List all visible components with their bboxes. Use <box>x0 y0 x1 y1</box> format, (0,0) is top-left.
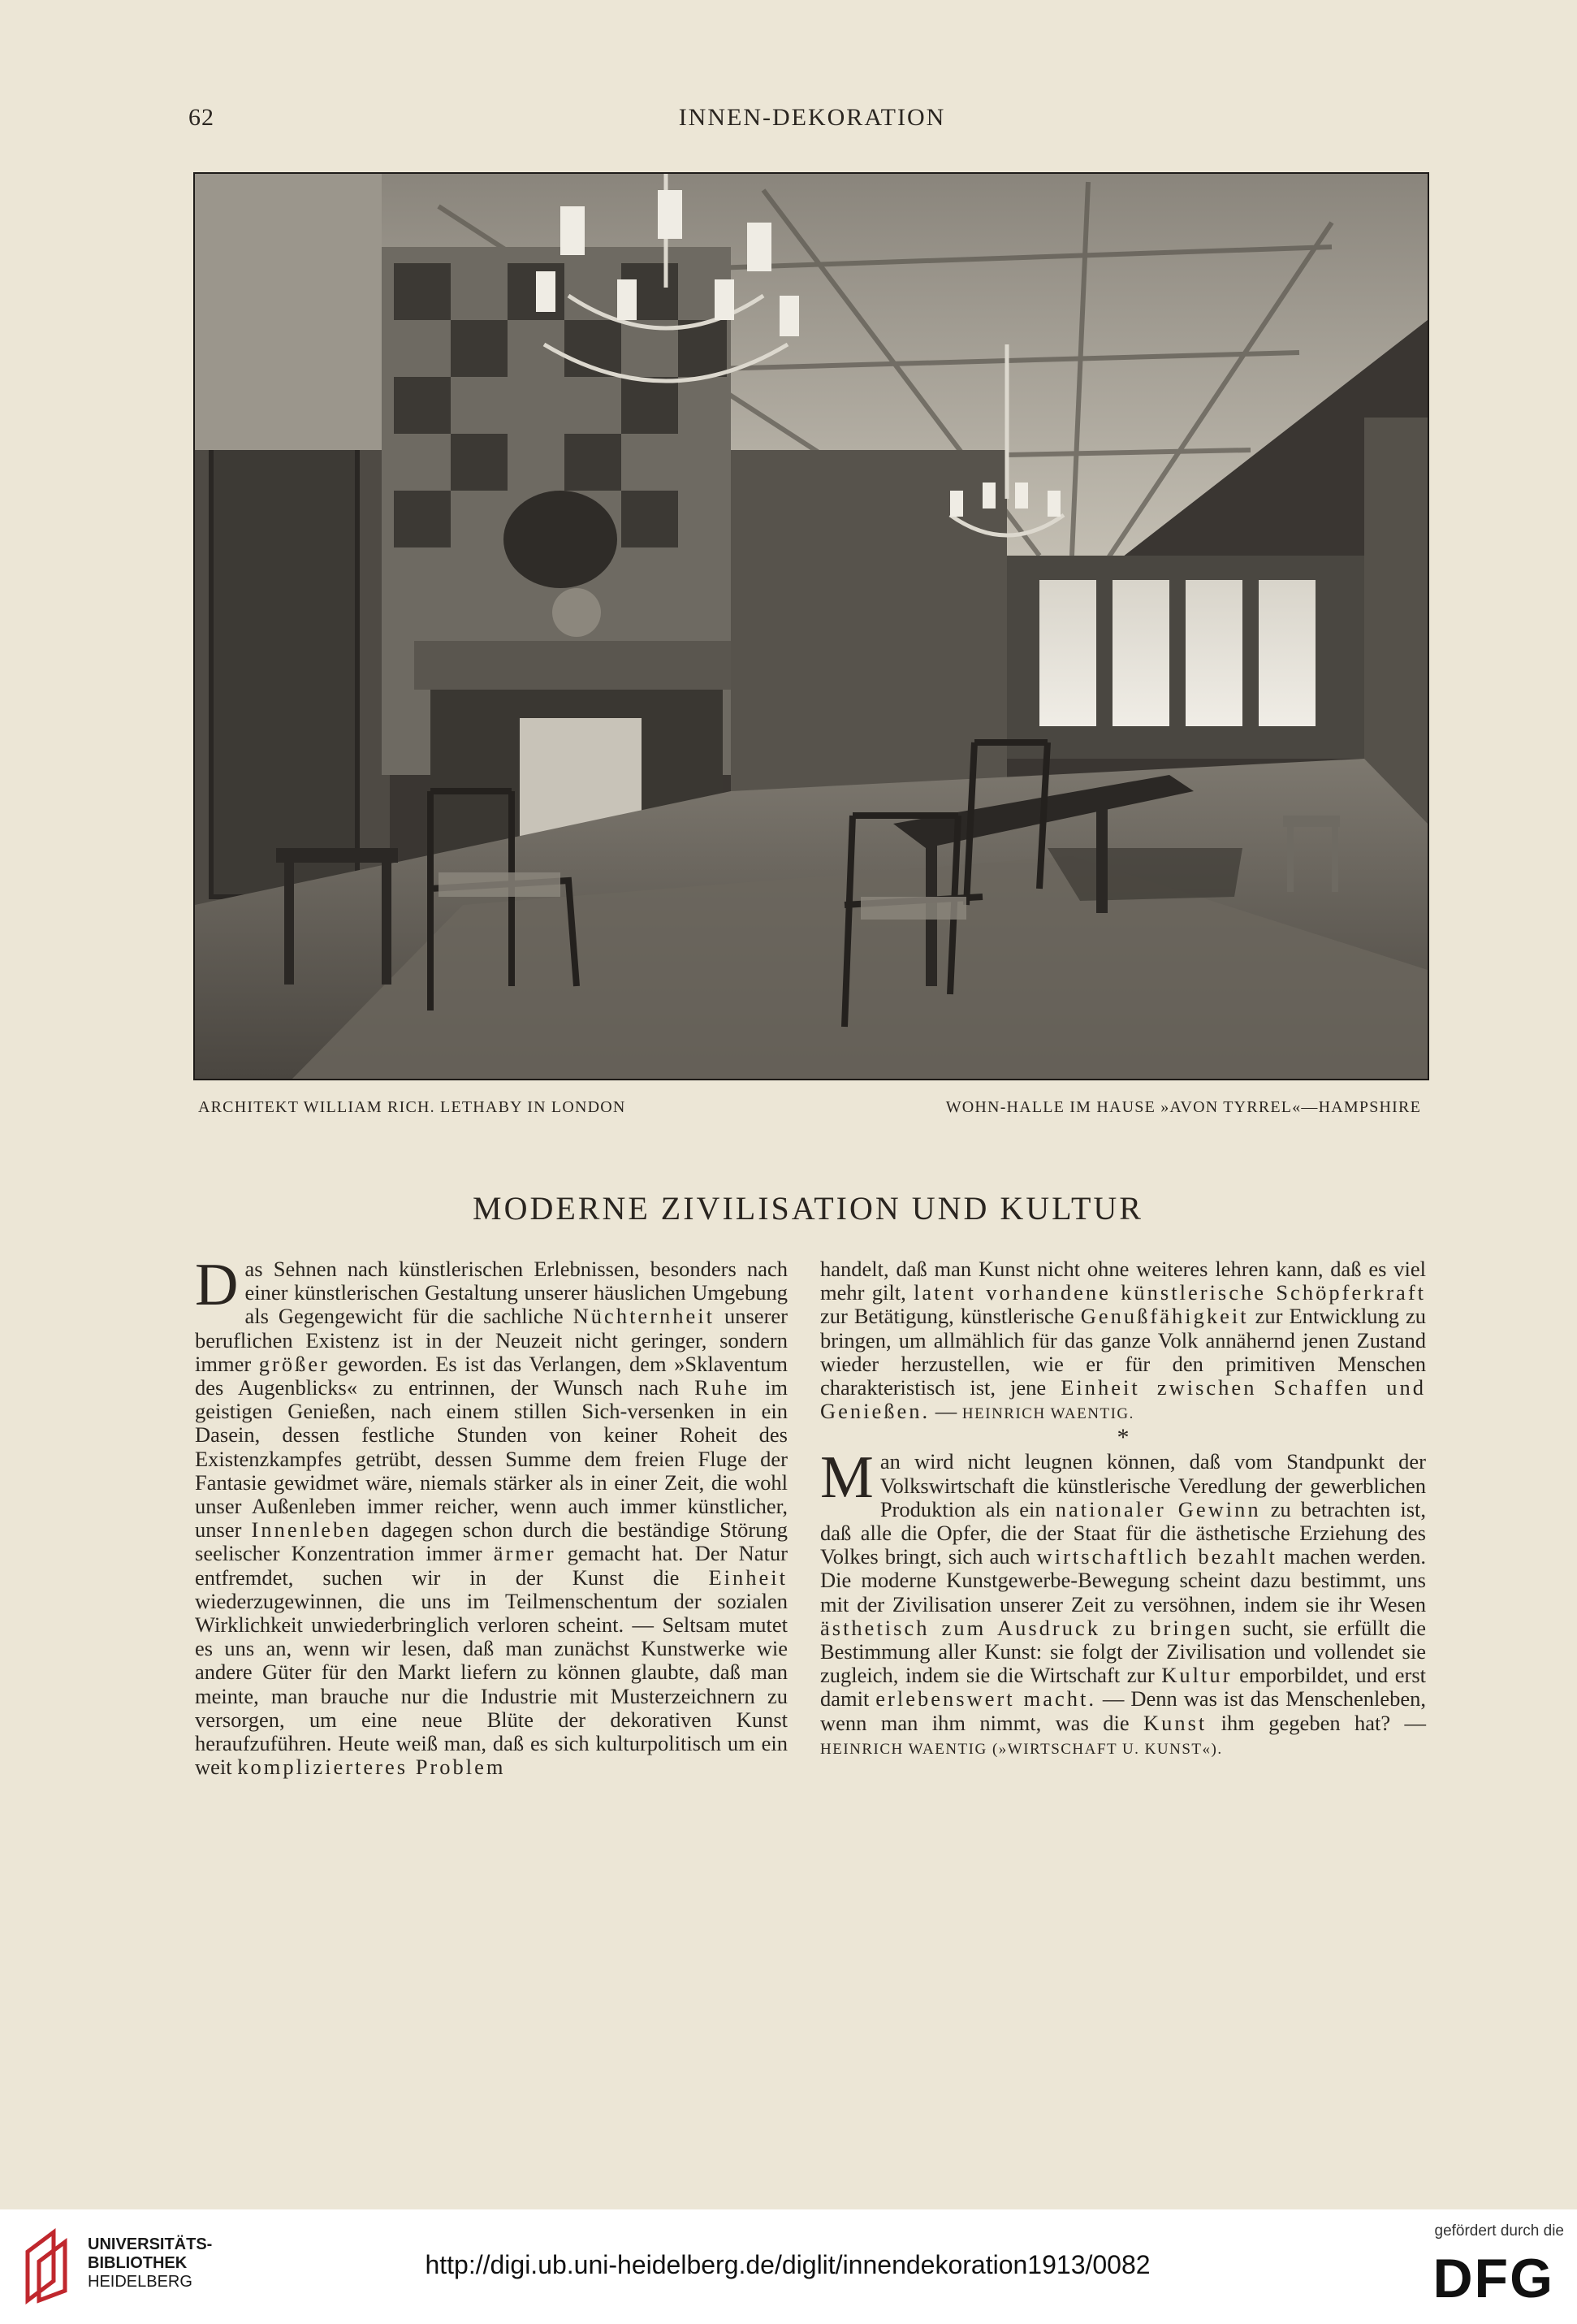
source-credit: (»WIRTSCHAFT U. KUNST«). <box>987 1740 1223 1758</box>
text-run: — <box>930 1399 962 1424</box>
paragraph-1 <box>195 1252 788 1780</box>
emphasis: Innenleben <box>251 1517 372 1543</box>
library-name <box>88 2235 212 2292</box>
section-separator: * <box>1117 1424 1130 1452</box>
page-number: 62 <box>188 104 214 131</box>
emphasis: ärmer <box>493 1541 556 1566</box>
university-library-logo-icon[interactable] <box>21 2227 75 2305</box>
digital-copy-link[interactable]: http://digi.ub.uni-heidelberg.de/diglit/innendekoration1913/0082 <box>425 2250 1151 2279</box>
author-credit: HEINRICH WAENTIG <box>820 1740 987 1758</box>
article-column-right <box>820 1257 1426 1761</box>
text-run: handelt, daß man Kunst nicht ohne weiteres lehren kann, daß es viel mehr gilt, <box>820 1257 1426 1305</box>
dfg-logo-text: DFG <box>1432 2248 1554 2304</box>
text-run: dagegen schon durch die beständige Störung seelischer Konzentration immer <box>195 1517 788 1566</box>
emphasis: größer <box>258 1351 330 1376</box>
text-run: as Sehnen nach künstlerischen Erlebnissen, besonders nach einer künstlerischen Gestaltung unserer häuslichen Umgebung als Gegengewicht für die sachliche <box>244 1257 788 1329</box>
emphasis: Kultur <box>1161 1663 1233 1688</box>
text-run: im geistigen Genießen, nach einem stillen Sich-versenken in ein Dasein, dessen festliche Stunden von keiner Roheit des Existenzkampfes getrübt, dessen Summe dem freien Fluge der Fantasie gewidmet wäre, niemals stärker als in einer Zeit, die wohl unser Außenleben immer reicher, wenn auch immer künstlicher, unser <box>195 1375 788 1543</box>
article-title: MODERNE ZIVILISATION UND KULTUR <box>473 1190 1143 1227</box>
text-run: zur Entwicklung zu bringen, um allmählich für das ganze Volk annähernd jenen Zustand wieder herzustellen, wie er für den primitiven Menschen charakteristisch ist, jene <box>820 1304 1426 1400</box>
paragraph-2 <box>820 1444 1426 1761</box>
emphasis: Ruhe <box>694 1375 750 1400</box>
text-run: an wird nicht leugnen können, daß vom Standpunkt der Volkswirtschaft die künstlerische Veredlung der gewerblichen Produktion als ein <box>879 1449 1426 1521</box>
emphasis: Einheit zwischen Schaffen und Genießen. <box>820 1375 1426 1424</box>
article-column-left <box>195 1252 788 1780</box>
author-credit: HEINRICH WAENTIG. <box>961 1405 1134 1423</box>
emphasis: wirtschaftlich bezahlt <box>1036 1544 1277 1569</box>
drop-cap: M <box>820 1444 874 1512</box>
paragraph-1-continued <box>820 1257 1426 1426</box>
photo-caption-architect: ARCHITEKT WILLIAM RICH. LETHABY IN LONDON <box>198 1098 626 1116</box>
dfg-logo-icon[interactable] <box>1400 2247 1554 2304</box>
text-run: unserer beruflichen Existenz ist in der Neuzeit nicht geringer, sondern immer <box>195 1304 788 1376</box>
library-name-line: HEIDELBERG <box>88 2273 192 2291</box>
emphasis: Genußfähigkeit <box>1080 1304 1249 1329</box>
emphasis: nationaler Gewinn <box>1055 1496 1261 1521</box>
emphasis: ästhetisch zum Ausdruck zu bringen <box>820 1615 1234 1640</box>
library-name-line: BIBLIOTHEK <box>88 2254 188 2272</box>
emphasis: erlebenswert macht. <box>875 1686 1096 1712</box>
emphasis: Nüchternheit <box>572 1304 715 1329</box>
text-run: geworden. Es ist das Verlangen, dem »Sklaventum des Augenblicks« zu entrinnen, der Wunsch nach <box>195 1351 788 1400</box>
emphasis: Kunst <box>1143 1710 1208 1735</box>
text-run: sucht, sie erfüllt die Bestimmung aller Kunst: sie folgt der Zivilisation und vollendet sie zugleich, indem sie die Wirtschaft zur <box>820 1615 1426 1688</box>
hall-photo-illustration <box>195 174 1428 1079</box>
text-run: ihm gegeben hat? — <box>1207 1710 1426 1735</box>
interior-photograph <box>193 172 1429 1080</box>
funding-label: gefördert durch die <box>1434 2222 1564 2240</box>
photo-caption-room: WOHN-HALLE IM HAUSE »AVON TYRREL«—HAMPSHIRE <box>945 1098 1421 1116</box>
running-title: INNEN-DEKORATION <box>678 104 946 131</box>
drop-cap: D <box>195 1252 239 1318</box>
emphasis: latent vorhandene künstlerische Schöpferkraft <box>914 1280 1426 1305</box>
text-run: zur Betätigung, künstlerische <box>820 1304 1081 1329</box>
text-run: emporbildet, und erst damit <box>820 1663 1426 1712</box>
text-run: machen werden. Die moderne Kunstgewerbe-Bewegung scheint dazu bestimmt, uns mit der Zivilisation unserer Zeit zu versöhnen, indem sie ihr Wesen <box>820 1544 1426 1616</box>
emphasis: komplizierteres Problem <box>237 1755 506 1780</box>
text-run: — Denn was ist das Menschenleben, wenn man ihm nimmt, was die <box>820 1686 1426 1735</box>
text-run: gemacht hat. Der Natur entfremdet, suchen wir in der Kunst die <box>195 1541 788 1590</box>
text-run: wiederzugewinnen, die uns im Teilmenschentum der sozialen Wirklichkeit unwiederbringlich verloren scheint. — Seltsam mutet es uns an, wenn wir lesen, daß man zunächst Kunstwerke wie andere Güter für den Markt liefern zu können glaubte, daß man meinte, man brauche nur die Industrie mit Musterzeichnern zu versorgen, um eine neue Blüte der dekorativen Kunst heraufzuführen. Heute weiß man, daß es sich kulturpolitisch um ein weit <box>195 1588 788 1780</box>
library-name-line: UNIVERSITÄTS- <box>88 2235 213 2253</box>
emphasis: Einheit <box>708 1564 788 1590</box>
text-run: zu betrachten ist, daß alle die Opfer, die der Staat für die ästhetische Erziehung des Volkes bringt, sich auch <box>820 1496 1426 1569</box>
